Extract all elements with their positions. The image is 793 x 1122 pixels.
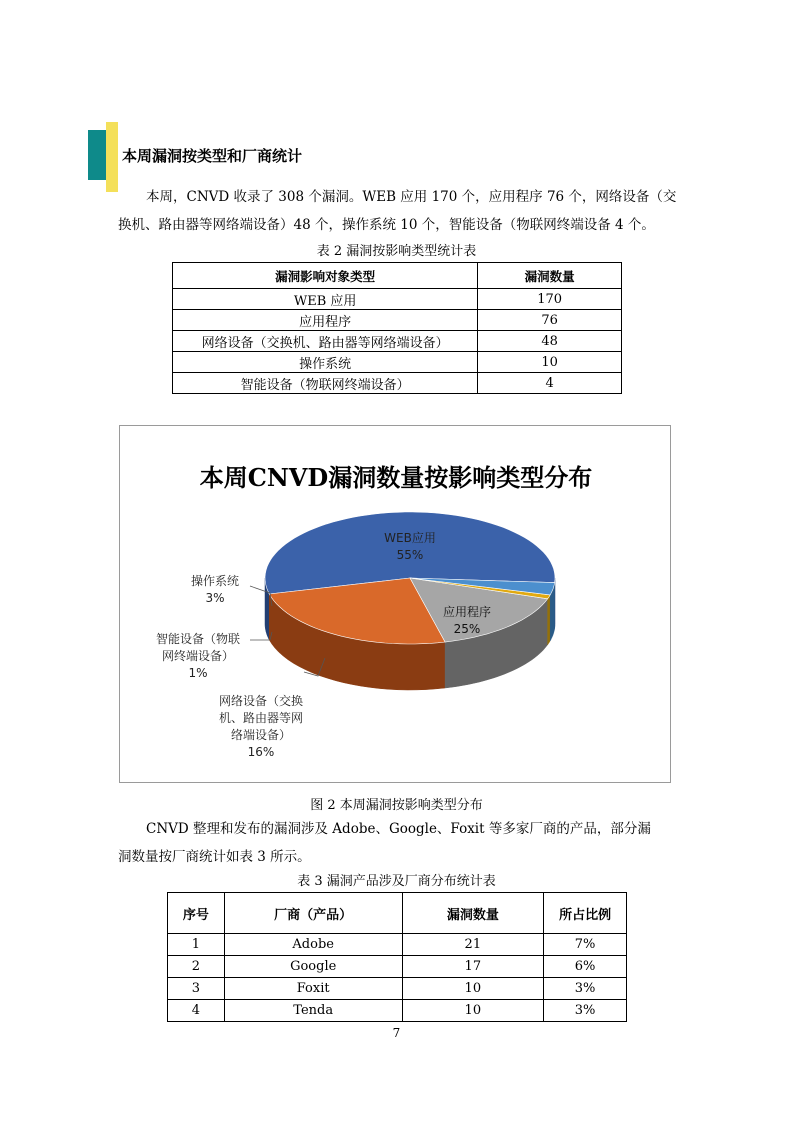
table-cell: Adobe bbox=[224, 934, 402, 956]
table-cell: Google bbox=[224, 956, 402, 978]
column-header: 漏洞影响对象类型 bbox=[173, 263, 478, 289]
slice-label-app bbox=[422, 604, 512, 638]
table-cell: 操作系统 bbox=[173, 352, 478, 373]
slice-label-web bbox=[360, 530, 460, 564]
table3-caption: 表 3 漏洞产品涉及厂商分布统计表 bbox=[297, 874, 496, 889]
column-header: 序号 bbox=[168, 893, 225, 934]
table-row bbox=[168, 934, 627, 956]
table-cell: 21 bbox=[402, 934, 544, 956]
table-cell: WEB 应用 bbox=[173, 289, 478, 310]
table-cell: 应用程序 bbox=[173, 310, 478, 331]
column-header: 漏洞数量 bbox=[478, 263, 622, 289]
table-header-row bbox=[173, 263, 622, 289]
table-cell: 76 bbox=[478, 310, 622, 331]
paragraph-line: 换机、路由器等网络端设备）48 个，操作系统 10 个，智能设备（物联网终端设备 4 个。 bbox=[118, 217, 655, 233]
table-cell: 170 bbox=[478, 289, 622, 310]
section-marker-yellow bbox=[106, 122, 118, 192]
column-header: 厂商（产品） bbox=[224, 893, 402, 934]
paragraph-line: 洞数量按厂商统计如表 3 所示。 bbox=[118, 849, 311, 865]
slice-label-name: 应用程序 bbox=[442, 605, 491, 619]
slice-label-os bbox=[172, 573, 258, 607]
table-cell: 7% bbox=[544, 934, 627, 956]
table-cell: 网络设备（交换机、路由器等网络端设备） bbox=[173, 331, 478, 352]
table-cell: 10 bbox=[478, 352, 622, 373]
table-row bbox=[173, 289, 622, 310]
paragraph-line: CNVD 整理和发布的漏洞涉及 Adobe、Google、Foxit 等多家厂商的产品，部分漏 bbox=[146, 821, 651, 837]
slice-label-name: 网络设备（交换 bbox=[218, 694, 303, 708]
vendor-stats-table bbox=[167, 892, 627, 1022]
table-cell: 3% bbox=[544, 1000, 627, 1022]
figure-caption: 图 2 本周漏洞按影响类型分布 bbox=[310, 798, 483, 813]
slice-label-name: 操作系统 bbox=[190, 574, 239, 588]
table-cell: 17 bbox=[402, 956, 544, 978]
page-number: 7 bbox=[392, 1026, 401, 1040]
slice-label-value: 3% bbox=[205, 591, 225, 605]
table-row bbox=[173, 352, 622, 373]
table-row bbox=[173, 373, 622, 394]
table-cell: 3 bbox=[168, 978, 225, 1000]
slice-label-name: 智能设备（物联 bbox=[155, 632, 240, 646]
table-cell: Foxit bbox=[224, 978, 402, 1000]
slice-label-net bbox=[206, 693, 316, 761]
column-header: 漏洞数量 bbox=[402, 893, 544, 934]
table-cell: 智能设备（物联网终端设备） bbox=[173, 373, 478, 394]
slice-label-value: 1% bbox=[188, 666, 208, 680]
table2-caption: 表 2 漏洞按影响类型统计表 bbox=[316, 244, 477, 259]
table-row bbox=[168, 978, 627, 1000]
slice-label-name: 络端设备） bbox=[230, 728, 291, 742]
slice-label-value: 25% bbox=[453, 622, 481, 636]
table-cell: 1 bbox=[168, 934, 225, 956]
slice-label-value: 16% bbox=[247, 745, 275, 759]
pie-side-smart bbox=[548, 595, 551, 645]
paragraph-line: 本周，CNVD 收录了 308 个漏洞。WEB 应用 170 个，应用程序 76 个，网络设备（交 bbox=[146, 189, 677, 205]
table-row bbox=[173, 310, 622, 331]
slice-label-smart bbox=[148, 631, 248, 682]
table-header-row bbox=[168, 893, 627, 934]
slice-label-name: 网终端设备） bbox=[161, 649, 234, 663]
table-row bbox=[168, 1000, 627, 1022]
type-stats-table bbox=[172, 262, 622, 394]
pie-chart-frame bbox=[119, 425, 671, 783]
paragraph-summary bbox=[118, 183, 678, 239]
slice-label-value: 55% bbox=[396, 548, 424, 562]
slice-label-name: 机、路由器等网 bbox=[218, 711, 303, 725]
table-row bbox=[168, 956, 627, 978]
table-cell: 2 bbox=[168, 956, 225, 978]
table-row bbox=[173, 331, 622, 352]
table-cell: Tenda bbox=[224, 1000, 402, 1022]
table-cell: 6% bbox=[544, 956, 627, 978]
table-cell: 3% bbox=[544, 978, 627, 1000]
table-cell: 48 bbox=[478, 331, 622, 352]
section-marker-teal bbox=[88, 130, 108, 180]
slice-label-name: WEB应用 bbox=[384, 531, 436, 545]
column-header: 所占比例 bbox=[544, 893, 627, 934]
chart-title: 本周CNVD漏洞数量按影响类型分布 bbox=[199, 463, 593, 492]
section-title: 本周漏洞按类型和厂商统计 bbox=[122, 147, 303, 165]
paragraph-vendor bbox=[118, 815, 678, 871]
table-cell: 10 bbox=[402, 978, 544, 1000]
table-cell: 4 bbox=[168, 1000, 225, 1022]
table-cell: 10 bbox=[402, 1000, 544, 1022]
table-cell: 4 bbox=[478, 373, 622, 394]
